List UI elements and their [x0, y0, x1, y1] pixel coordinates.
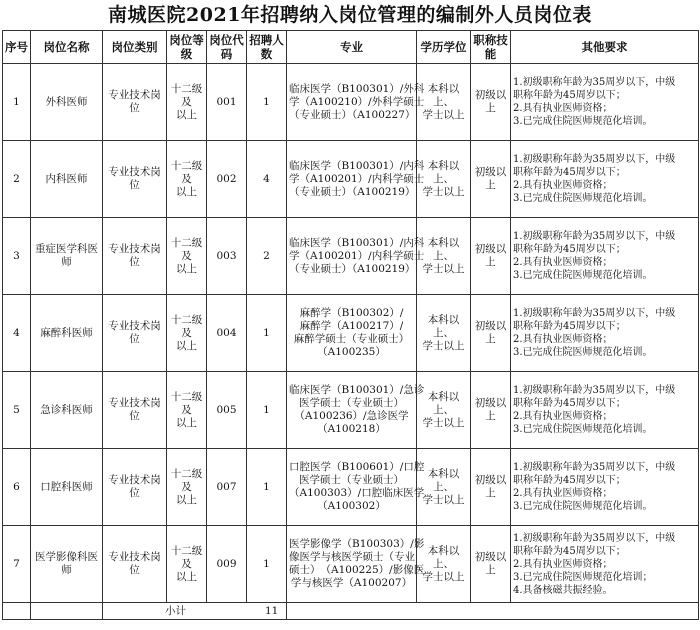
- requirements-cell-line: 职称年龄为45周岁以下；: [513, 167, 626, 178]
- code-cell: 003: [207, 218, 247, 295]
- position-name-cell-line: 医学影像科医: [35, 551, 98, 563]
- grade-cell: [167, 141, 207, 218]
- major-cell-line: 学（A100201）/内科学硕士: [289, 172, 425, 185]
- position-name-cell-line: 急诊科医师: [40, 403, 93, 416]
- positions-table: [2, 30, 699, 620]
- code-cell: 001: [207, 64, 247, 141]
- education-cell-line: 学士以上: [422, 262, 465, 275]
- code-cell: 007: [207, 449, 247, 526]
- grade-cell: [167, 218, 207, 295]
- title-skill-cell: 初级以上: [471, 295, 511, 372]
- category-cell: 专业技术岗位: [103, 372, 167, 449]
- requirements-cell-line: 3.已完成住院医师规范化培训。: [513, 501, 653, 512]
- major-cell: [287, 526, 425, 603]
- grade-cell-line: 以上: [176, 493, 197, 506]
- header-count: 招聘人数: [247, 31, 287, 64]
- major-cell-line: （A100302）: [317, 500, 386, 512]
- table-row: [3, 372, 699, 449]
- seq-cell: 6: [3, 449, 31, 526]
- grade-cell-line: 十二级及: [170, 82, 203, 108]
- grade-cell: [167, 449, 207, 526]
- major-cell: [287, 64, 425, 141]
- table-body: [3, 64, 699, 620]
- major-cell-line: 学（A100201）/内科学硕士: [289, 249, 425, 262]
- education-cell: [417, 295, 471, 372]
- table-row: [3, 218, 699, 295]
- header-requirements: 其他要求: [511, 31, 699, 64]
- requirements-cell-line: 3.已完成住院医师规范化培训。: [513, 424, 653, 435]
- subtotal-row: [3, 603, 699, 620]
- subtotal-empty-2: [31, 603, 103, 620]
- position-name-cell-line: 重症医学科医: [35, 243, 98, 255]
- major-cell-line: （A100303）/口腔临床医学: [289, 487, 425, 499]
- requirements-cell-line: 3.已完成住院医师规范化培训；: [513, 571, 653, 583]
- document-title: 南城医院2021年招聘纳入岗位管理的编制外人员岗位表: [108, 4, 592, 26]
- requirements-cell: [511, 295, 699, 372]
- major-cell-line: （专业硕士）（A100219）: [289, 262, 416, 275]
- header-grade: 岗位等级: [167, 31, 207, 64]
- education-cell: [417, 218, 471, 295]
- major-cell-line: 口腔医学（B100601）/口腔: [289, 461, 425, 473]
- category-cell: 专业技术岗位: [103, 526, 167, 603]
- requirements-cell: [511, 449, 699, 526]
- major-cell-line: （A100235）: [317, 346, 386, 358]
- requirements-cell: [511, 218, 699, 295]
- requirements-cell-line: 4.具备核磁共振经验。: [513, 584, 613, 596]
- subtotal-value-cell: [265, 603, 699, 620]
- grade-cell: [167, 526, 207, 603]
- code-cell: 002: [207, 141, 247, 218]
- education-cell-line: 本科以上、: [427, 236, 460, 262]
- major-cell-line: 学与核医学（A100207）: [290, 577, 413, 589]
- requirements-cell-line: 职称年龄为45周岁以下；: [513, 545, 626, 557]
- major-cell-line: 临床医学（B100301）/外科: [289, 82, 425, 95]
- requirements-cell-line: 3.已完成住院医师规范化培训。: [513, 116, 653, 127]
- seq-cell: 1: [3, 64, 31, 141]
- requirements-cell-line: 2.具有执业医师资格；: [513, 558, 613, 570]
- major-cell-line: （专业硕士）（A100227）: [289, 108, 416, 121]
- requirements-cell-line: 2.具有执业医师资格；: [513, 103, 613, 114]
- subtotal-label-cell: [103, 603, 287, 620]
- position-name-cell-line: 麻醉科医师: [40, 326, 93, 339]
- position-name-cell: [31, 526, 103, 603]
- major-cell: [287, 141, 425, 218]
- count-cell: 1: [247, 449, 287, 526]
- code-cell: 005: [207, 372, 247, 449]
- major-cell-line: 临床医学（B100301）/急诊: [289, 384, 425, 396]
- position-name-cell: [31, 141, 103, 218]
- major-cell-line: 临床医学（B100301）/内科: [289, 159, 425, 172]
- subtotal-value: 11: [265, 605, 279, 617]
- grade-cell-line: 以上: [176, 416, 197, 429]
- grade-cell-line: 十二级及: [170, 236, 203, 262]
- position-name-cell: [31, 64, 103, 141]
- major-cell-line: 像医学与核医学硕士（专业: [289, 551, 415, 563]
- requirements-cell-line: 1.初级职称年龄为35周岁以下，中级: [513, 231, 676, 242]
- title-skill-cell: 初级以上: [471, 218, 511, 295]
- position-name-cell-line: 师: [61, 564, 72, 576]
- count-cell: 1: [247, 64, 287, 141]
- requirements-cell-line: 职称年龄为45周岁以下；: [513, 475, 626, 486]
- code-cell: 004: [207, 295, 247, 372]
- position-name-cell-line: 内科医师: [45, 172, 88, 185]
- grade-cell-line: 以上: [176, 262, 197, 275]
- grade-cell: [167, 64, 207, 141]
- major-cell-line: 硕士） （A100225）/影像医: [289, 564, 425, 576]
- education-cell-line: 学士以上: [422, 108, 465, 121]
- count-cell: 1: [247, 372, 287, 449]
- education-cell-line: 本科以上、: [427, 390, 460, 416]
- position-name-cell-line: 口腔科医师: [40, 480, 93, 493]
- education-cell-line: 学士以上: [422, 493, 465, 506]
- major-cell: [287, 449, 425, 526]
- position-name-cell-line: 师: [61, 256, 72, 268]
- major-cell-line: 麻醉学硕士（专业硕士）: [293, 333, 410, 345]
- category-cell: 专业技术岗位: [103, 218, 167, 295]
- education-cell-line: 学士以上: [422, 339, 465, 352]
- requirements-cell: [511, 526, 699, 603]
- requirements-cell-line: 2.具有执业医师资格；: [513, 411, 613, 422]
- major-cell-line: 临床医学（B100301）/内科: [289, 236, 425, 249]
- requirements-cell-line: 3.已完成住院医师规范化培训。: [513, 270, 653, 281]
- requirements-cell-line: 3.已完成住院医师规范化培训。: [513, 347, 653, 358]
- major-cell: [287, 295, 417, 372]
- requirements-cell-line: 职称年龄为45周岁以下；: [513, 90, 626, 101]
- education-cell-line: 本科以上、: [427, 159, 460, 185]
- subtotal-empty-1: [3, 603, 31, 620]
- education-cell-line: 本科以上、: [427, 544, 460, 570]
- title-skill-cell: 初级以上: [471, 449, 511, 526]
- count-cell: 2: [247, 218, 287, 295]
- major-cell-line: （A100218）: [317, 423, 386, 435]
- major-cell: [287, 372, 425, 449]
- grade-cell-line: 十二级及: [170, 544, 203, 570]
- education-cell-line: 学士以上: [422, 416, 465, 429]
- grade-cell-line: 十二级及: [170, 159, 203, 185]
- table-row: [3, 526, 699, 603]
- table-row: [3, 64, 699, 141]
- requirements-cell-line: 3.已完成住院医师规范化培训。: [513, 193, 653, 204]
- title-skill-cell: 初级以上: [471, 372, 511, 449]
- header-code: 岗位代码: [207, 31, 247, 64]
- requirements-cell: [511, 141, 699, 218]
- major-cell-line: 学（A100210）/外科学硕士: [289, 95, 425, 108]
- grade-cell-line: 十二级及: [170, 313, 203, 339]
- position-name-cell-line: 外科医师: [45, 95, 88, 108]
- education-cell-line: 本科以上、: [427, 467, 460, 493]
- header-major: 专业: [287, 31, 417, 64]
- requirements-cell-line: 2.具有执业医师资格；: [513, 180, 613, 191]
- requirements-cell-line: 职称年龄为45周岁以下；: [513, 398, 626, 409]
- grade-cell-line: 以上: [176, 108, 197, 121]
- header-seq: 序号: [3, 31, 31, 64]
- grade-cell-line: 十二级及: [170, 390, 203, 416]
- count-cell: 4: [247, 141, 287, 218]
- requirements-cell-line: 2.具有执业医师资格；: [513, 257, 613, 268]
- title-skill-cell: 初级以上: [471, 526, 511, 603]
- position-name-cell: [31, 295, 103, 372]
- table-row: [3, 449, 699, 526]
- major-cell-line: 医学硕士（专业硕士）: [299, 397, 404, 409]
- header-education: 学历学位: [417, 31, 471, 64]
- table-row: [3, 141, 699, 218]
- header-name: 岗位名称: [31, 31, 103, 64]
- category-cell: 专业技术岗位: [103, 64, 167, 141]
- requirements-cell-line: 2.具有执业医师资格；: [513, 488, 613, 499]
- major-cell-line: （A100236）/急诊医学: [294, 410, 409, 422]
- title-skill-cell: 初级以上: [471, 64, 511, 141]
- requirements-cell-line: 1.初级职称年龄为35周岁以下，中级: [513, 532, 676, 544]
- count-cell: 1: [247, 526, 287, 603]
- category-cell: 专业技术岗位: [103, 449, 167, 526]
- education-cell-line: 本科以上、: [427, 313, 460, 339]
- grade-cell: [167, 295, 207, 372]
- major-cell-line: 医学硕士（专业硕士）: [299, 474, 404, 486]
- seq-cell: 7: [3, 526, 31, 603]
- requirements-cell-line: 1.初级职称年龄为35周岁以下，中级: [513, 154, 676, 165]
- code-cell: 009: [207, 526, 247, 603]
- requirements-cell-line: 1.初级职称年龄为35周岁以下，中级: [513, 308, 676, 319]
- requirements-cell-line: 职称年龄为45周岁以下；: [513, 244, 626, 255]
- seq-cell: 5: [3, 372, 31, 449]
- education-cell: [417, 372, 471, 449]
- major-cell-line: 医学影像学（B100303）/影: [289, 538, 425, 550]
- grade-cell: [167, 372, 207, 449]
- table-row: [3, 295, 699, 372]
- major-cell-line: 麻醉学（B100302）/: [299, 307, 404, 319]
- position-name-cell: [31, 372, 103, 449]
- header-row: [3, 31, 699, 64]
- major-cell: [287, 218, 425, 295]
- requirements-cell-line: 1.初级职称年龄为35周岁以下，中级: [513, 385, 676, 396]
- major-cell-line: （专业硕士）（A100219）: [289, 185, 416, 198]
- requirements-cell-line: 1.初级职称年龄为35周岁以下，中级: [513, 77, 676, 88]
- grade-cell-line: 以上: [176, 339, 197, 352]
- category-cell: 专业技术岗位: [103, 141, 167, 218]
- subtotal-label: 小计: [165, 605, 186, 617]
- category-cell: 专业技术岗位: [103, 295, 167, 372]
- header-title-skill: 职称技能: [471, 31, 511, 64]
- requirements-cell-line: 职称年龄为45周岁以下；: [513, 321, 626, 332]
- education-cell: [417, 64, 471, 141]
- major-cell-line: 麻醉学（A100217）/: [299, 320, 404, 332]
- header-category: 岗位类别: [103, 31, 167, 64]
- education-cell-line: 学士以上: [422, 570, 465, 583]
- education-cell: [417, 526, 471, 603]
- education-cell-line: 学士以上: [422, 185, 465, 198]
- education-cell: [417, 141, 471, 218]
- grade-cell-line: 以上: [176, 570, 197, 583]
- requirements-cell-line: 1.初级职称年龄为35周岁以下，中级: [513, 462, 676, 473]
- seq-cell: 2: [3, 141, 31, 218]
- position-name-cell: [31, 449, 103, 526]
- grade-cell-line: 十二级及: [170, 467, 203, 493]
- seq-cell: 4: [3, 295, 31, 372]
- grade-cell-line: 以上: [176, 185, 197, 198]
- requirements-cell-line: 2.具有执业医师资格；: [513, 334, 613, 345]
- education-cell: [417, 449, 471, 526]
- count-cell: 1: [247, 295, 287, 372]
- requirements-cell: [511, 64, 699, 141]
- education-cell-line: 本科以上、: [427, 82, 460, 108]
- position-name-cell: [31, 218, 103, 295]
- requirements-cell: [511, 372, 699, 449]
- seq-cell: 3: [3, 218, 31, 295]
- title-skill-cell: 初级以上: [471, 141, 511, 218]
